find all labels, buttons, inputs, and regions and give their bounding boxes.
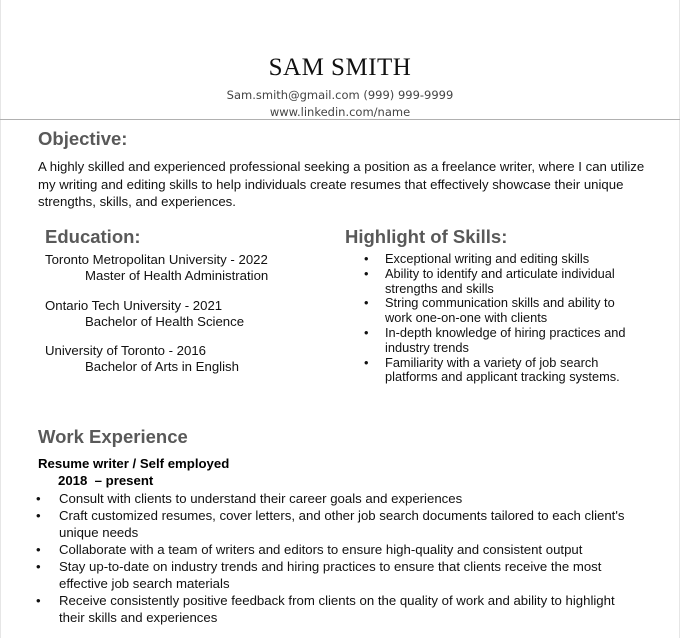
objective-heading: Objective: [38,128,128,149]
duty-item [33,490,643,507]
bullet-icon: • [36,508,41,523]
bullet-icon: • [364,324,369,340]
work-heading: Work Experience [38,426,188,447]
skill-text: Exceptional writing and editing skills [385,251,590,266]
duty-text: Receive consistently positive feedback from clients on the quality of work and ability to highlight their skills and experiences [59,593,615,625]
education-degree: Bachelor of Health Science [85,313,245,329]
education-degree: Bachelor of Arts in English [85,358,239,374]
duty-text: Stay up-to-date on industry trends and hiring practices to ensure that clients receive the most effective job search materials [59,559,602,591]
skill-item [360,267,640,297]
duty-text: Consult with clients to understand their career goals and experiences [59,491,463,506]
job-title: Resume writer / Self employed [38,456,230,471]
bullet-icon: • [364,265,369,281]
duty-item [33,541,643,558]
education-entry [45,298,244,329]
bullet-icon: • [36,542,41,557]
duty-text: Collaborate with a team of writers and editors to ensure high-quality and consistent output [59,542,583,557]
education-degree: Master of Health Administration [85,267,269,283]
skill-text: In-depth knowledge of hiring practices and industry trends [385,324,626,355]
bullet-icon: • [36,593,41,608]
skill-text: Familiarity with a variety of job search platforms and applicant tracking systems. [385,354,620,385]
duty-item [33,592,643,626]
job-dates: 2018 – present [58,473,154,488]
education-school: Toronto Metropolitan University - 2022 [45,252,268,267]
skill-item [360,356,640,386]
skills-heading: Highlight of Skills: [345,226,508,247]
bullet-icon: • [36,491,41,506]
education-school: Ontario Tech University - 2021 [45,298,223,313]
skill-text: String communication skills and ability to work one-on-one with clients [385,295,615,326]
education-school: University of Toronto - 2016 [45,343,207,358]
duty-item [33,507,643,541]
skill-item [360,296,640,326]
skill-item [360,326,640,356]
bullet-icon: • [36,559,41,574]
skill-text: Ability to identify and articulate individual strengths and skills [385,265,615,296]
resume-name: SAM SMITH [268,54,412,81]
bullet-icon: • [364,354,369,370]
education-entry [45,343,239,374]
header-divider [0,119,680,120]
contact-email-phone: Sam.smith@gmail.com (999) 999-9999 [226,88,454,102]
education-heading: Education: [45,226,141,247]
work-duties-list [33,490,643,626]
education-entry [45,252,268,283]
duty-text: Craft customized resumes, cover letters, and other job search documents tailored to each client's unique needs [59,508,625,540]
bullet-icon: • [364,295,369,311]
objective-text: A highly skilled and experienced professional seeking a position as a freelance writer, where I can utilize my writing and editing skills to help individuals create resumes that effectively showcase their unique strengths, skills, and experiences. [38,159,645,209]
skill-item [360,252,640,267]
skills-list [360,252,640,385]
contact-website: www.linkedin.com/name [269,105,411,119]
duty-item [33,558,643,592]
bullet-icon: • [364,251,369,266]
